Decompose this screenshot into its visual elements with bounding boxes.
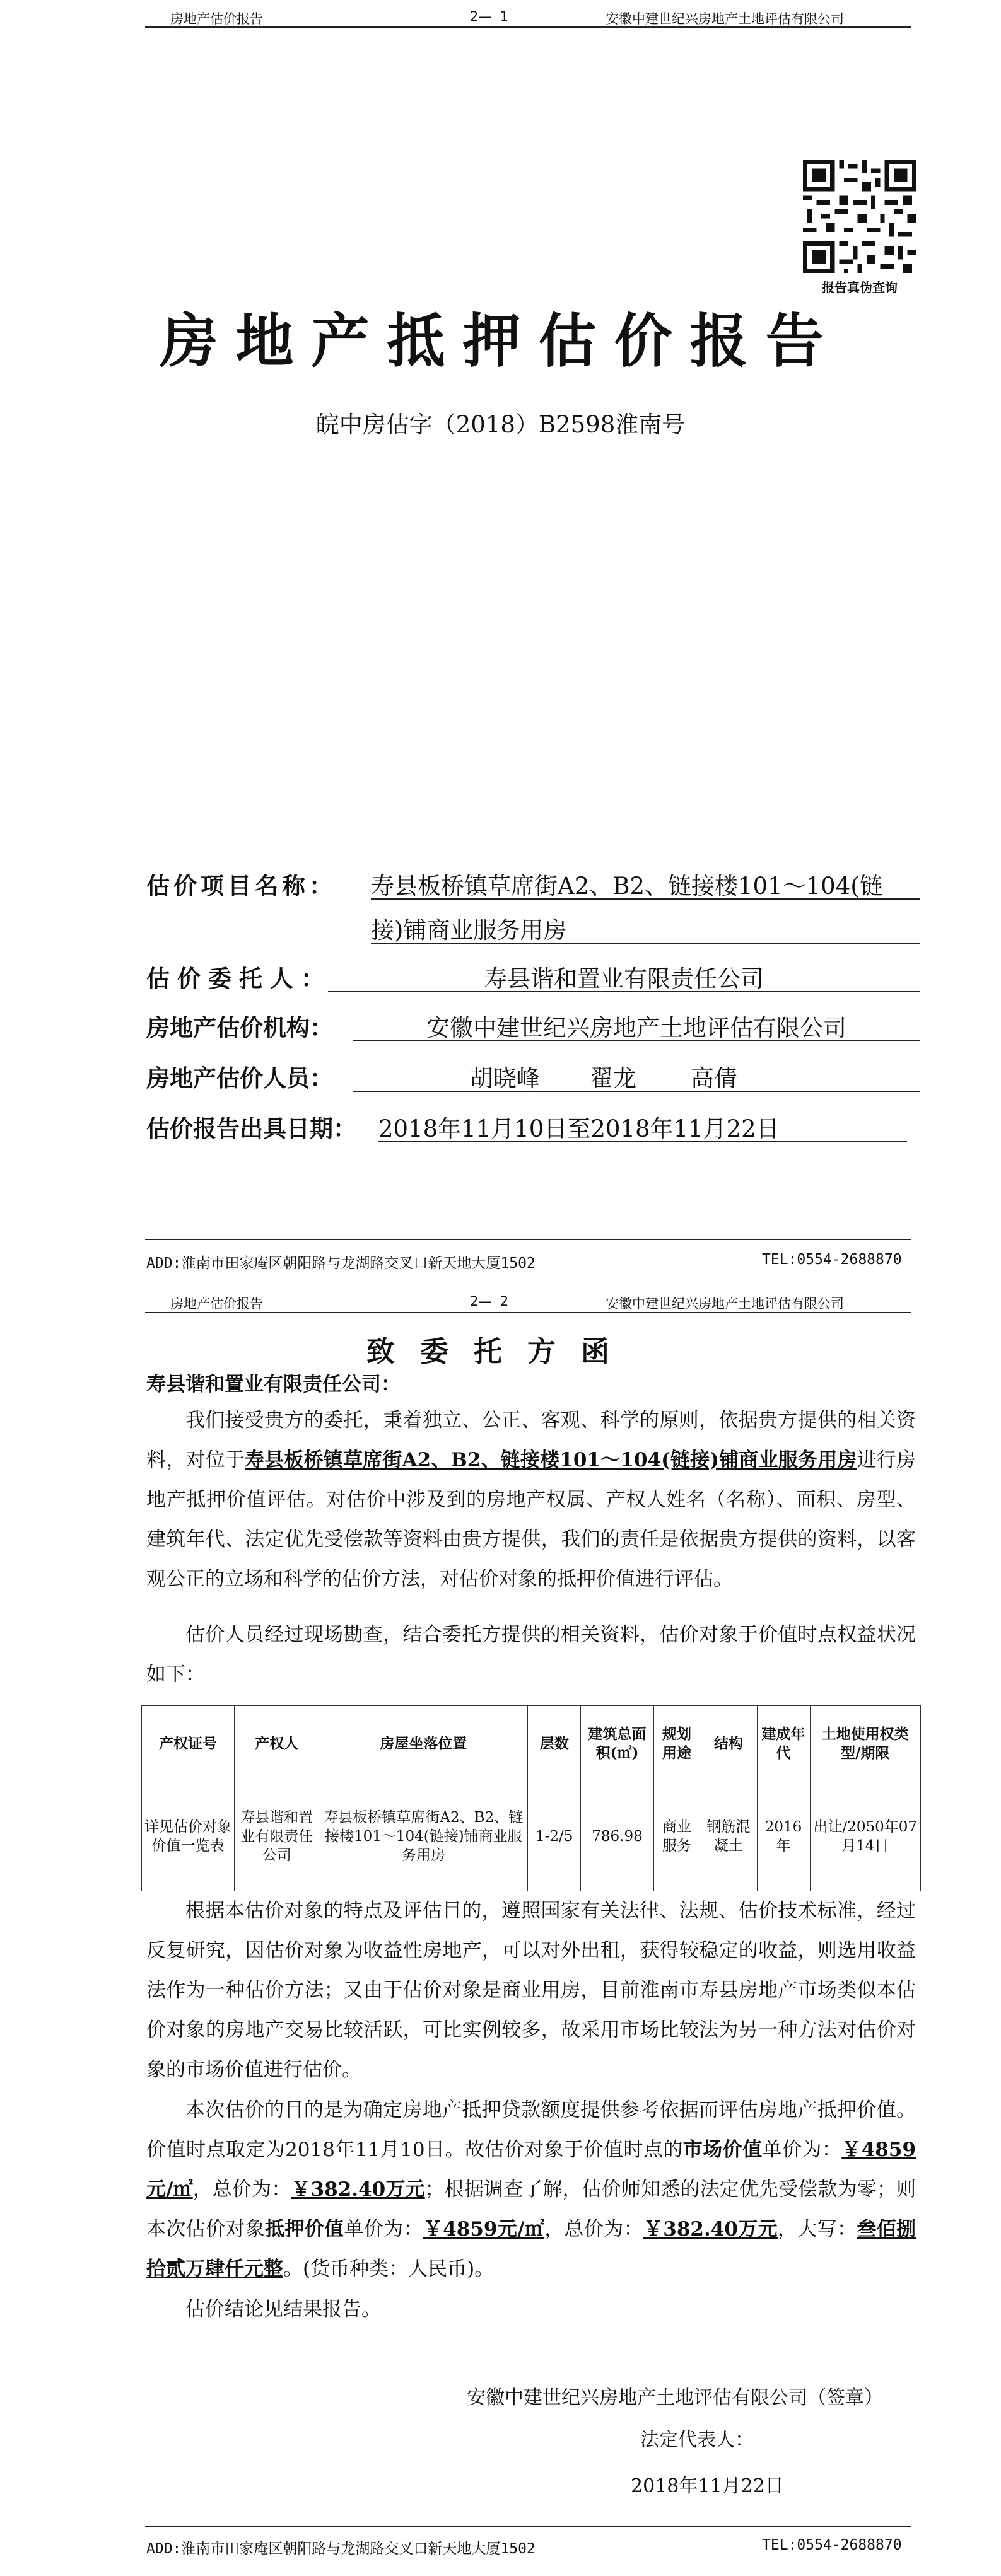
signature-company: 安徽中建世纪兴房地产土地评估有限公司（签章） [467,2387,883,2409]
page1-footer-tel: TEL:0554-2688870 [762,1251,902,1268]
table-header-cell: 结构 [700,1706,757,1782]
para4-text-5: ，总价为： [192,2178,291,2201]
para4-text-15: 。(货币种类：人民币)。 [283,2258,495,2280]
table-cell: 详见估价对象价值一览表 [142,1782,235,1891]
signature-date: 2018年11月22日 [631,2475,784,2497]
table-cell: 寿县谐和置业有限责任公司 [235,1782,319,1891]
signature-representative: 法定代表人： [640,2429,754,2451]
table-cell: 钢筋混凝土 [700,1782,757,1891]
appraiser-2: 翟龙 [590,1065,636,1092]
project-label: 估价项目名称： [146,872,336,900]
para4-text-1: 本次估价的目的是为确定房地产抵押贷款额度提供参考依据而评估房地产抵押价值。价值时点取定为2018年11月10日。故估价对象于价值时点的 [146,2099,916,2161]
date-label: 估价报告出具日期： [146,1115,356,1142]
market-value-label: 市场价值 [682,2138,763,2161]
project-value-line2: 接)铺商业服务用房 [371,917,567,944]
table-header-cell: 建筑总面积(㎡) [581,1706,654,1782]
appraiser-1: 胡晓峰 [470,1065,540,1092]
paragraph-4 [146,2091,916,2289]
agency-value: 安徽中建世纪兴房地产土地评估有限公司 [426,1014,846,1041]
page1-header-page: 2— 1 [470,9,509,24]
property-table [141,1705,921,1891]
page2-header-left: 房地产估价报告 [170,1296,263,1311]
page2-header-page: 2— 2 [470,1294,509,1309]
page2-footer-rule [145,2526,911,2527]
letter-title: 致委托方函 [366,1335,635,1368]
paragraph-3: 根据本估价对象的特点及评估目的，遵照国家有关法律、法规、估价技术标准，经过反复研究，因估价对象为收益性房地产，可以对外出租，获得较稳定的收益，则选用收益法作为一种估价方法；又由于估价对象是商业用房，目前淮南市寿县房地产市场类似本估价对象的房地产交易比较活跃，可比实例较多，故采用市场比较法为另一种方法对估价对象的市场价值进行估价。 [146,1900,916,2081]
project-underline-2 [371,943,920,944]
page1-footer-address: ADD:淮南市田家庵区朝阳路与龙湖路交叉口新天地大厦1502 [146,1255,536,1272]
qr-code-icon [803,160,916,273]
table-cell: 786.98 [581,1782,654,1891]
report-title: 房地产抵押估价报告 [160,307,841,375]
page1-header-left: 房地产估价报告 [170,11,263,26]
mortgage-unit-price: ￥4859元/㎡ [423,2218,545,2241]
project-value-line1: 寿县板桥镇草席街A2、B2、链接楼101～104(链 [371,873,883,900]
mortgage-value-label: 抵押价值 [265,2218,344,2241]
amount-in-words: 叁佰捌拾贰万肆仟元整 [146,2218,916,2280]
table-header-cell: 产权证号 [142,1706,235,1782]
qr-caption: 报告真伪查询 [822,280,898,295]
market-total-price: ￥382.40万元 [291,2178,425,2201]
table-header-cell: 土地使用权类型/期限 [810,1706,920,1782]
appraisers-label: 房地产估价人员： [146,1064,333,1092]
table-cell: 商业服务 [653,1782,700,1891]
para4-text-3: 单价为： [762,2138,842,2161]
page1-header-rule [145,26,911,28]
page2-header-right: 安徽中建世纪兴房地产土地评估有限公司 [606,1296,844,1311]
paragraph-1 [146,1401,916,1599]
para4-text-7: ；根据调查了解，估价师知悉的法定优先受偿款为零；则本次估价对象 [146,2178,916,2241]
page1-footer-rule [145,1239,911,1240]
agency-underline [353,1040,920,1041]
page2-header-rule [145,1312,911,1313]
table-header-cell: 建成年代 [757,1706,810,1782]
para1-text-1: 我们接受贵方的委托，秉着独立、公正、客观、科学的原则，依据贵方提供的相关资料，对位于 [146,1409,916,1471]
table-cell: 2016年 [757,1782,810,1891]
page1-header-right: 安徽中建世纪兴房地产土地评估有限公司 [606,11,844,26]
table-cell: 1-2/5 [528,1782,581,1891]
table-header-cell: 产权人 [235,1706,319,1782]
table-header-cell: 规划用途 [653,1706,700,1782]
mortgage-total-price: ￥382.40万元 [643,2218,778,2241]
paragraph-2: 估价人员经过现场勘查，结合委托方提供的相关资料，估价对象于价值时点权益状况如下： [146,1623,916,1686]
table-header-row [142,1706,921,1782]
table-header-cell: 层数 [528,1706,581,1782]
salutation: 寿县谐和置业有限责任公司： [146,1373,401,1396]
client-label: 估价委托人： [146,965,332,992]
date-underline [378,1141,907,1142]
table-row [142,1782,921,1891]
para4-text-9: 单价为： [344,2218,423,2241]
report-number: 皖中房估字（2018）B2598淮南号 [315,411,686,438]
paragraph-5: 估价结论见结果报告。 [185,2298,381,2321]
appraisers-underline [353,1091,920,1092]
page2-footer-address: ADD:淮南市田家庵区朝阳路与龙湖路交叉口新天地大厦1502 [146,2541,536,2557]
para1-text-3: 进行房地产抵押价值评估。对估价中涉及到的房地产权属、产权人姓名（名称）、面积、房型、建筑年代、法定优先受偿款等资料由贵方提供，我们的责任是依据贵方提供的资料，以客观公正的立场和科学的估价方法，对估价对象的抵押价值进行评估。 [146,1449,916,1591]
para1-property-address: 寿县板桥镇草席街A2、B2、链接楼101～104(链接)铺商业服务用房 [244,1449,857,1471]
table-header-cell: 房屋坐落位置 [319,1706,528,1782]
client-underline [328,991,920,992]
table-cell: 出让/2050年07月14日 [810,1782,920,1891]
para4-text-13: ，大写： [777,2218,857,2241]
market-unit-price: ￥4859元/㎡ [146,2138,916,2201]
date-value: 2018年11月10日至2018年11月22日 [378,1115,780,1142]
agency-label: 房地产估价机构： [146,1014,333,1041]
appraiser-3: 高倩 [691,1065,737,1092]
client-value: 寿县谐和置业有限责任公司 [484,965,764,992]
page2-footer-tel: TEL:0554-2688870 [762,2537,902,2553]
table-cell: 寿县板桥镇草席街A2、B2、链接楼101～104(链接)铺商业服务用房 [319,1782,528,1891]
para4-text-11: ，总价为： [544,2218,643,2241]
project-underline-1 [371,898,920,900]
